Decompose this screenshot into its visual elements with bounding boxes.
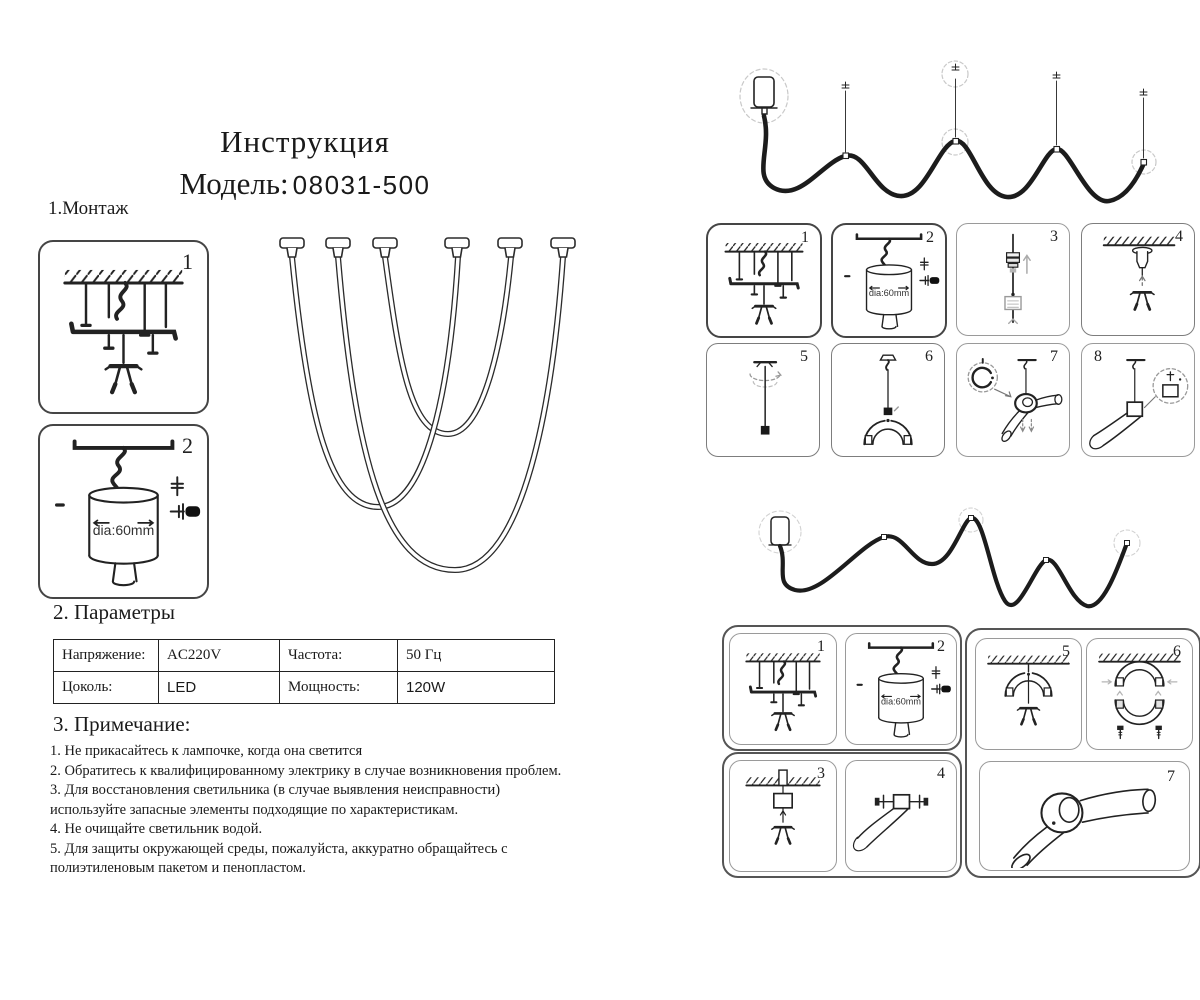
note-item: 5. Для защиты окружающей среды, пожалуйста, аккуратно обращайтесь с полиэтиленовым пакетом и пенопластом. [50, 840, 508, 876]
step-group-a [722, 625, 962, 751]
step-group-c [965, 628, 1200, 878]
step-panel-2 [831, 223, 947, 338]
tube-ring-diagram [982, 764, 1187, 868]
step-number: 3 [817, 765, 825, 782]
step-number: 7 [1050, 348, 1058, 365]
param-value: 120W [398, 672, 555, 704]
step-panel-6 [831, 343, 945, 457]
ceiling-bracket-diagram [42, 244, 205, 410]
section-montage-heading: 1.Монтаж [48, 198, 129, 219]
step-number: 6 [1173, 643, 1181, 660]
param-label: Цоколь: [54, 672, 159, 704]
step-number: 4 [937, 765, 945, 782]
table-row [54, 672, 555, 704]
param-label: Напряжение: [54, 640, 159, 672]
step-panel-left-2 [38, 424, 209, 599]
step-panel-bottom-1 [729, 633, 837, 745]
step-panel-5 [706, 343, 820, 457]
model-label: Модель: [179, 166, 289, 201]
step-panel-3 [956, 223, 1070, 336]
step-number: 2 [182, 433, 193, 458]
step-group-b [722, 752, 962, 878]
step-panel-4 [1081, 223, 1195, 336]
param-value: LED [159, 672, 280, 704]
param-label: Мощность: [280, 672, 398, 704]
table-row [54, 640, 555, 672]
model-line [140, 166, 470, 202]
step-number: 6 [925, 348, 933, 365]
section-params-heading: 2. Параметры [53, 600, 175, 624]
step-number: 1 [182, 249, 193, 274]
note-item: 4. Не очищайте светильник водой. [50, 821, 263, 837]
step-number: 5 [800, 348, 808, 365]
installed-fixture-drawing-top [698, 38, 1200, 220]
model-number: 08031-500 [292, 170, 431, 200]
step-number: 8 [1094, 348, 1102, 365]
step-number: 3 [1050, 228, 1058, 245]
params-table [53, 639, 555, 704]
installed-fixture-drawing-middle [712, 483, 1200, 623]
step-number: 7 [1167, 768, 1175, 785]
section-notes-heading: 3. Примечание: [53, 712, 191, 736]
step-number: 1 [817, 638, 825, 655]
step-number: 2 [937, 638, 945, 655]
param-label: Частота: [280, 640, 398, 672]
step-panel-7 [956, 343, 1070, 457]
step-panel-bottom-6 [1086, 638, 1193, 750]
step-panel-bottom-3 [729, 760, 837, 872]
step-panel-1 [706, 223, 822, 338]
step-panel-bottom-2 [845, 633, 957, 745]
step-number: 1 [801, 229, 809, 246]
svg-text:dia:60mm: dia:60mm [92, 522, 155, 539]
step-number: 4 [1175, 228, 1183, 245]
step-panel-bottom-4 [845, 760, 957, 872]
step-panel-bottom-7 [979, 761, 1190, 871]
note-item: 1. Не прикасайтесь к лампочке, когда она светится [50, 743, 363, 759]
step-panel-8 [1081, 343, 1195, 457]
pendant-overview-drawing [250, 220, 630, 620]
param-value: 50 Гц [398, 640, 555, 672]
step-panel-left-1 [38, 240, 209, 414]
step-number: 5 [1062, 643, 1070, 660]
svg-text:dia:60mm: dia:60mm [868, 288, 910, 299]
note-item: 3. Для восстановления светильника (в случае выявления неисправности) используйте запасные элементы подходящие по характеристикам. [50, 782, 501, 818]
param-value: AC220V [159, 640, 280, 672]
step-panel-bottom-5 [975, 638, 1082, 750]
svg-text:dia:60mm: dia:60mm [881, 696, 921, 707]
canopy-diagram [42, 428, 205, 595]
note-item: 2. Обратитесь к квалифицированному электрику в случае возникновения проблем. [50, 762, 562, 779]
page-title: Инструкция [220, 124, 390, 159]
notes-list [50, 742, 565, 879]
step-number: 2 [926, 229, 934, 246]
